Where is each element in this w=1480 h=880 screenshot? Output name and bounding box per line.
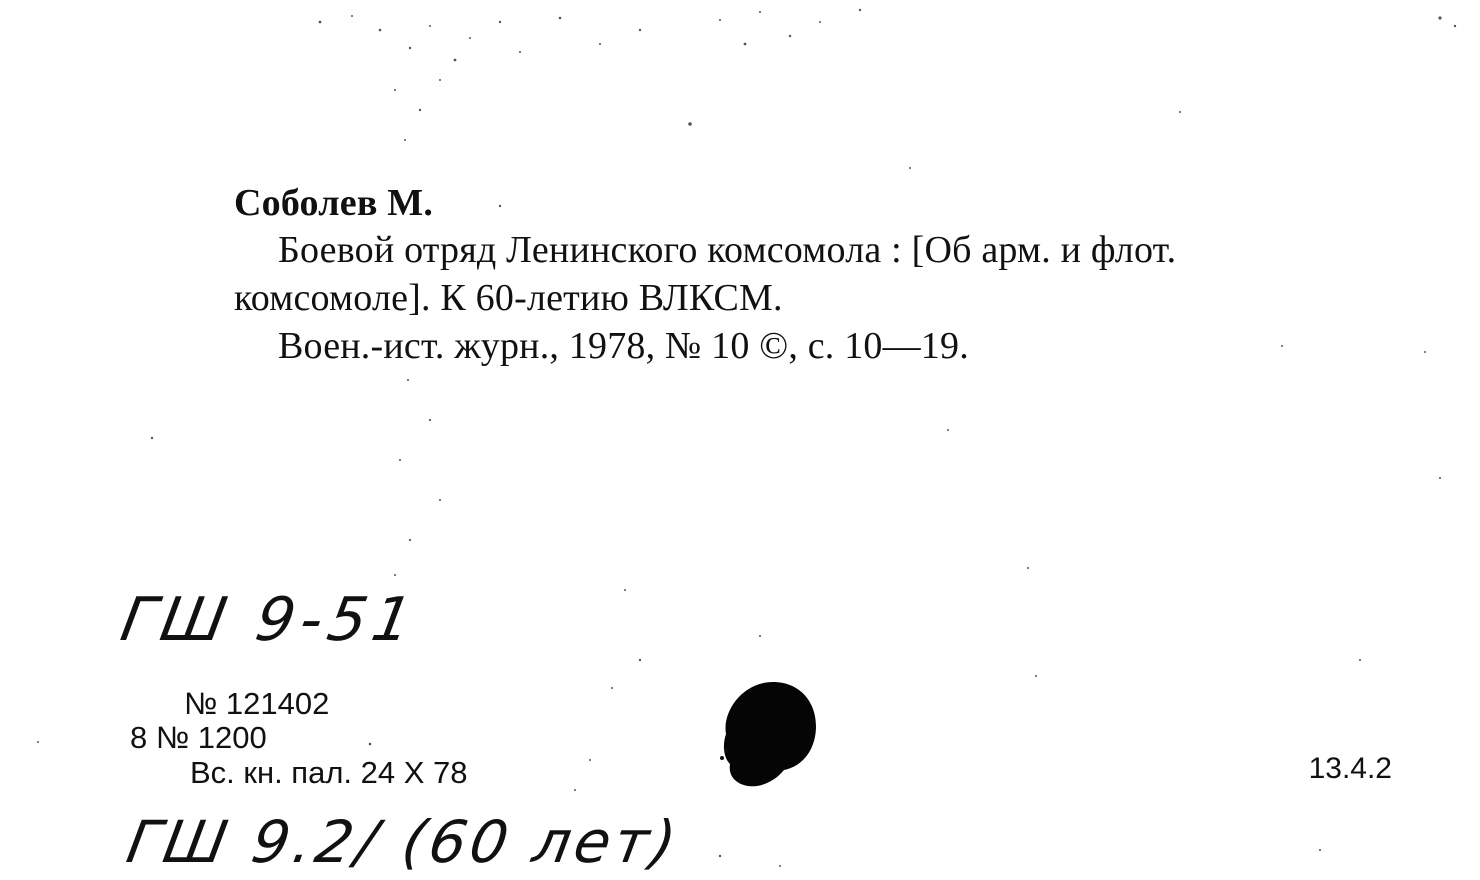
author-name: Соболев М. [234, 182, 434, 224]
print-info: Вс. кн. пал. 24 X 78 [190, 755, 468, 790]
punched-hole-icon [718, 678, 818, 790]
title-line-2: комсомоле]. К 60-летию ВЛКСМ. [234, 277, 783, 319]
bibliographic-entry [234, 180, 1414, 370]
card-number-1: № 121402 [184, 686, 330, 721]
classification-code: 13.4.2 [1308, 752, 1392, 785]
card-number-2: 8 № 1200 [130, 720, 267, 755]
title-line-1: Боевой отряд Ленинского комсомола : [Об арм. и флот. [278, 229, 1177, 271]
handwritten-shelf-mark-2: ГШ 9.2/ (60 лет) [122, 808, 686, 876]
handwritten-shelf-mark-1: ГШ 9-51 [115, 585, 424, 655]
source-line: Воен.-ист. журн., 1978, № 10 ©, с. 10—19. [278, 325, 969, 367]
